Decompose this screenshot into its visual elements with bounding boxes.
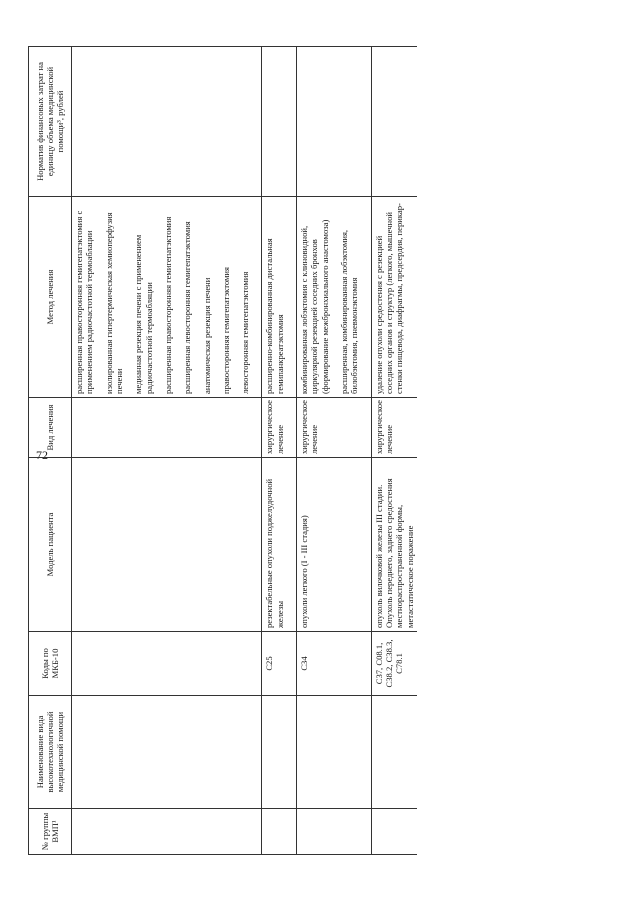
table-row [371,47,417,855]
group-cell [72,809,262,855]
header-kind: Вид лечения [29,398,72,458]
header-model: Модель пациента [29,458,72,632]
method-text: расширенная левосторонняя гемигепатэктомия [182,221,193,394]
model-cell: опухоли легкого (I - III стадия) [297,458,372,632]
method-text: расширенно-комбинированная дистальная гемипанкреатэктомия [264,238,285,394]
method-text: медианная резекция печени с применением радиочастотной термоабляции [133,234,154,394]
codes-cell: C34 [297,632,372,696]
kind-cell: хирургическое лечение [371,398,417,458]
name-cell [72,696,262,809]
header-norm: Норматив финансовых затрат на единицу объема медицинской помощи³, рублей [29,47,72,197]
method-text: расширенная правосторонняя гемигепатэктомия с применением радиочастотной термоаблации [74,210,95,394]
method-text: удаление опухоли средостения с резекцией соседних органов и структур (легкого, мышечной стенки пищевода, диафрагмы, предсердия, перикар- [373,203,405,394]
kind-cell: хирургическое лечение [262,398,297,458]
method-text: анатомическая резекция печени [201,277,212,394]
table-row [297,47,372,855]
method-cell [72,197,262,398]
method-cell [297,197,372,398]
method-text: изолированная гипертермическая хемиоперфузия печени [103,212,124,394]
codes-cell: C37, C08.1, C38.2, C38.3, C78.1 [371,632,417,696]
model-cell: опухоль вилочковой железы III стадии. Опухоль переднего, заднего средостения местнораспространенной формы, метастатическое поражение [371,458,417,632]
method-text: правосторонняя гемигепатэктомия [220,267,231,394]
codes-cell: C25 [262,632,297,696]
kind-cell [72,398,262,458]
header-codes: Коды по МКБ-10 [29,632,72,696]
method-cell [371,197,417,398]
method-text: левосторонняя гемигепатэктомия [240,271,251,394]
table-header-row [29,47,72,855]
codes-cell [72,632,262,696]
header-group: № группы ВМП¹ [29,809,72,855]
model-cell: резектабельные опухоли поджелудочной железы [262,458,297,632]
method-cell [262,197,297,398]
table-row [72,47,262,855]
model-cell [72,458,262,632]
method-text: расширенная правосторонняя гемигепатэктомия [162,216,173,394]
norm-cell [72,47,262,197]
method-text: комбинированная лобэктомия с клиновидной, циркулярной резекцией соседних бронхов (формирование межбронхиального анастомоза) [299,219,330,394]
kind-cell: хирургическое лечение [297,398,372,458]
header-name: Наименование вида высокотехнологичной медицинской помощи [29,696,72,809]
treatment-table [28,46,417,855]
method-text: расширенная, комбинированная лобэктомия, билобэктомия, пневмонэктомия [339,229,360,394]
header-method: Метод лечения [29,197,72,398]
table-row [262,47,297,855]
page-number: 72 [36,448,48,462]
